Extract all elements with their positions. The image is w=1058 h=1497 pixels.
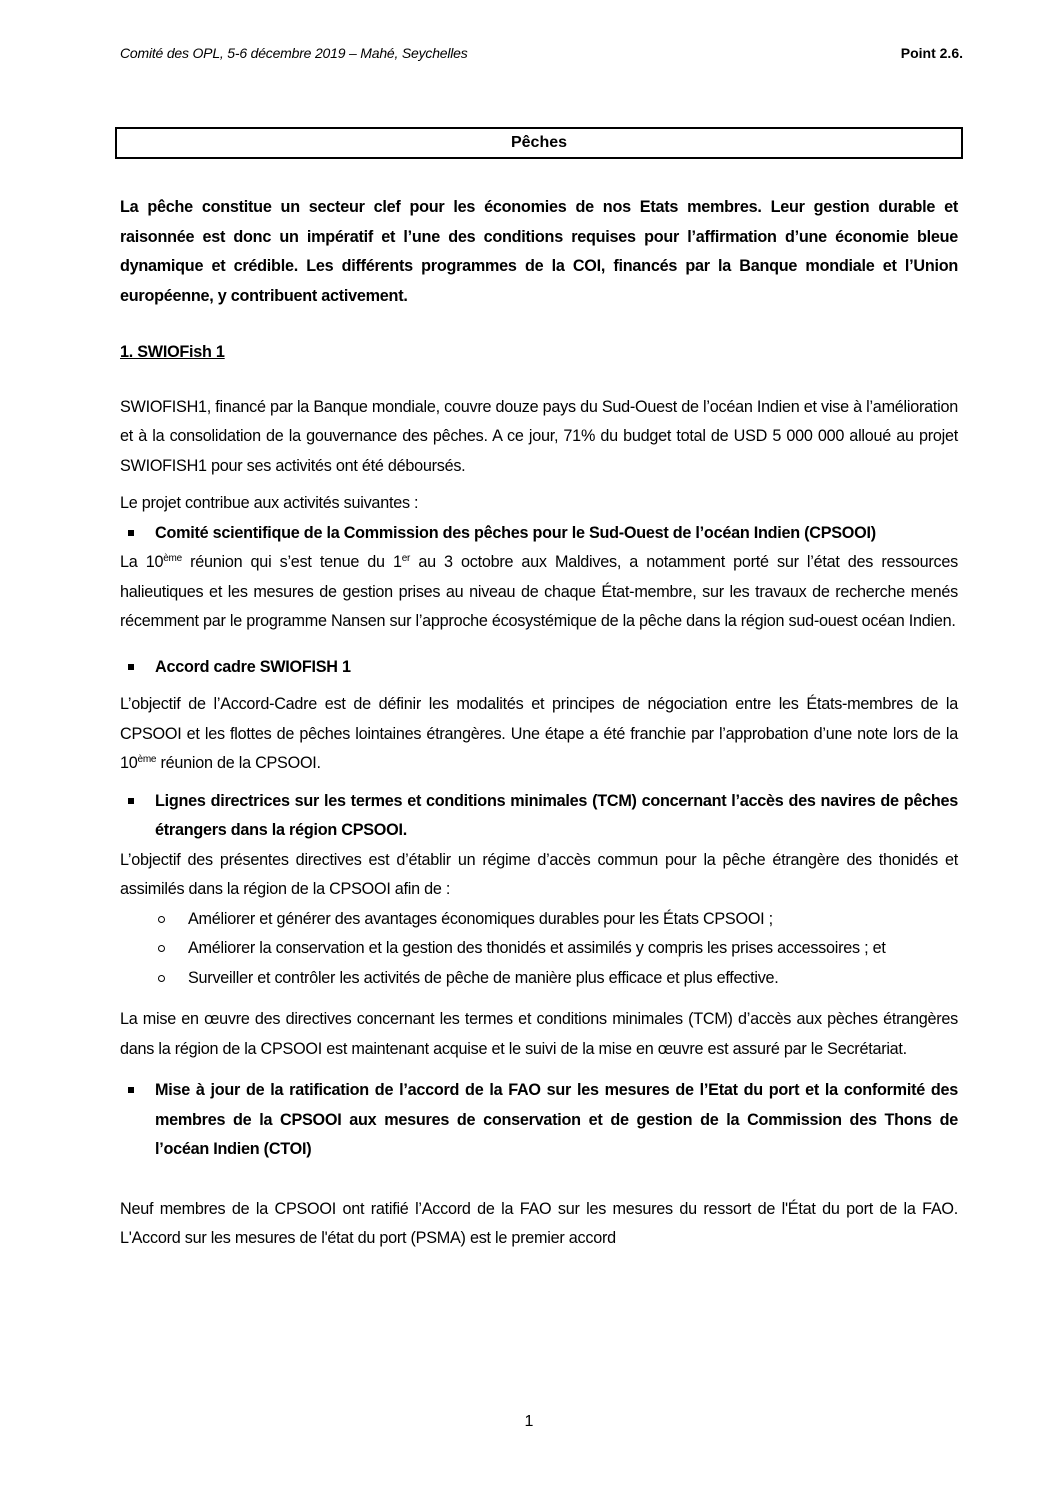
text-run: L’objectif de l’Accord-Cadre est de définir les modalités et principes de négociation entre les États-membres de la CPSOOI et les flottes de pêches lointaines étrangères. Une étape a été franchie par l’approbation d’une note lors de la 10 (120, 695, 958, 772)
objective-text: Améliorer et générer des avantages économiques durables pour les États CPSOOI ; (188, 909, 773, 928)
running-header-point: Point 2.6. (900, 45, 963, 61)
paragraph-activities-intro: Le projet contribue aux activités suivantes : (120, 494, 419, 512)
bullet-item-lignes-directrices (120, 787, 958, 846)
paragraph-swiofish-overview: SWIOFISH1, financé par la Banque mondiale, couvre douze pays du Sud-Ouest de l’océan Indien et vise à l’amélioration et à la consolidation de la gouvernance des pêches. A ce jour, 71% du budget total de USD 5 000 000 alloué au projet SWIOFISH1 pour ses activités ont été déboursés. (120, 397, 958, 475)
square-bullet-icon (128, 1087, 134, 1093)
square-bullet-icon (128, 664, 134, 670)
superscript: ème (137, 754, 157, 765)
objective-item (120, 964, 958, 994)
circle-bullet-icon (158, 916, 165, 923)
running-header-title: Comité des OPL, 5-6 décembre 2019 – Mahé, Seychelles (120, 45, 468, 61)
text-run: réunion qui s’est tenue du 1 (181, 553, 402, 571)
paragraph-tcm-implementation: La mise en œuvre des directives concernant les termes et conditions minimales (TCM) d’accès aux pèches étrangères dans la région de la CPSOOI est maintenant acquise et le suivi de la mise en œuvre est assuré par le Secrétariat. (120, 1010, 958, 1058)
section-title: Pêches (510, 134, 568, 151)
text-run: réunion de la CPSOOI. (156, 754, 321, 772)
paragraph-directives: L’objectif des présentes directives est d’établir un régime d’accès commun pour la pêche étrangère des thonidés et assimilés dans la région de la CPSOOI afin de : (120, 850, 958, 898)
page-number: 1 (524, 1413, 534, 1430)
objectives-list (120, 905, 958, 994)
superscript: er (401, 553, 411, 564)
document-body (120, 193, 958, 1254)
text-run: au 3 octobre aux Maldives, a notamment porté sur l’état des ressources halieutiques et les mesures de gestion prises au niveau de chaque État-membre, sur les travaux de recherche menés récemment par le programme Nansen sur l’approche écosystémique de la pêche dans la région sud-ouest océan Indien. (120, 553, 959, 630)
objective-text: Améliorer la conservation et la gestion des thonidés et assimilés y compris les prises accessoires ; et (188, 939, 886, 957)
section-title-box (115, 127, 963, 159)
bullet-item-comite-scientifique (120, 519, 958, 549)
circle-bullet-icon (158, 975, 165, 982)
section-heading: 1. SWIOFish 1 (120, 343, 225, 361)
objective-text: Surveiller et contrôler les activités de pêche de manière plus efficace et plus effective. (188, 968, 779, 987)
bullet-title: Comité scientifique de la Commission des pêches pour le Sud-Ouest de l’océan Indien (CPSOOI) (155, 523, 876, 542)
bullet-item-ratification-fao (120, 1076, 958, 1165)
square-bullet-icon (128, 798, 134, 804)
paragraph-accord-cadre (120, 690, 958, 779)
superscript: ème (163, 553, 182, 564)
paragraph-psma: Neuf membres de la CPSOOI ont ratifié l’Accord de la FAO sur les mesures du ressort de l'État du port de la FAO. L'Accord sur les mesures de l'état du port (PSMA) est le premier accord (120, 1199, 958, 1247)
circle-bullet-icon (158, 945, 165, 952)
bullet-title: Accord cadre SWIOFISH 1 (155, 657, 351, 676)
bullet-title: Mise à jour de la ratification de l’accord de la FAO sur les mesures de l’Etat du port et la conformité des membres de la CPSOOI aux mesures de conservation et de gestion de la Commission des Thons de l’océan Indien (CTOI) (155, 1081, 958, 1158)
bullet-title: Lignes directrices sur les termes et conditions minimales (TCM) concernant l’accès des navires de pêches étrangers dans la région CPSOOI. (155, 791, 958, 839)
paragraph-reunion (120, 548, 958, 637)
square-bullet-icon (128, 530, 134, 536)
objective-item (120, 934, 958, 964)
text-run: La 10 (120, 553, 164, 571)
objective-item (120, 905, 958, 935)
intro-paragraph: La pêche constitue un secteur clef pour les économies de nos Etats membres. Leur gestion durable et raisonnée est donc un impératif et l’une des conditions requises pour l’affirmation d’une économie bleue dynamique et crédible. Les différents programmes de la COI, financés par la Banque mondiale et l’Union européenne, y contribuent activement. (120, 198, 958, 305)
bullet-item-accord-cadre (120, 653, 958, 683)
